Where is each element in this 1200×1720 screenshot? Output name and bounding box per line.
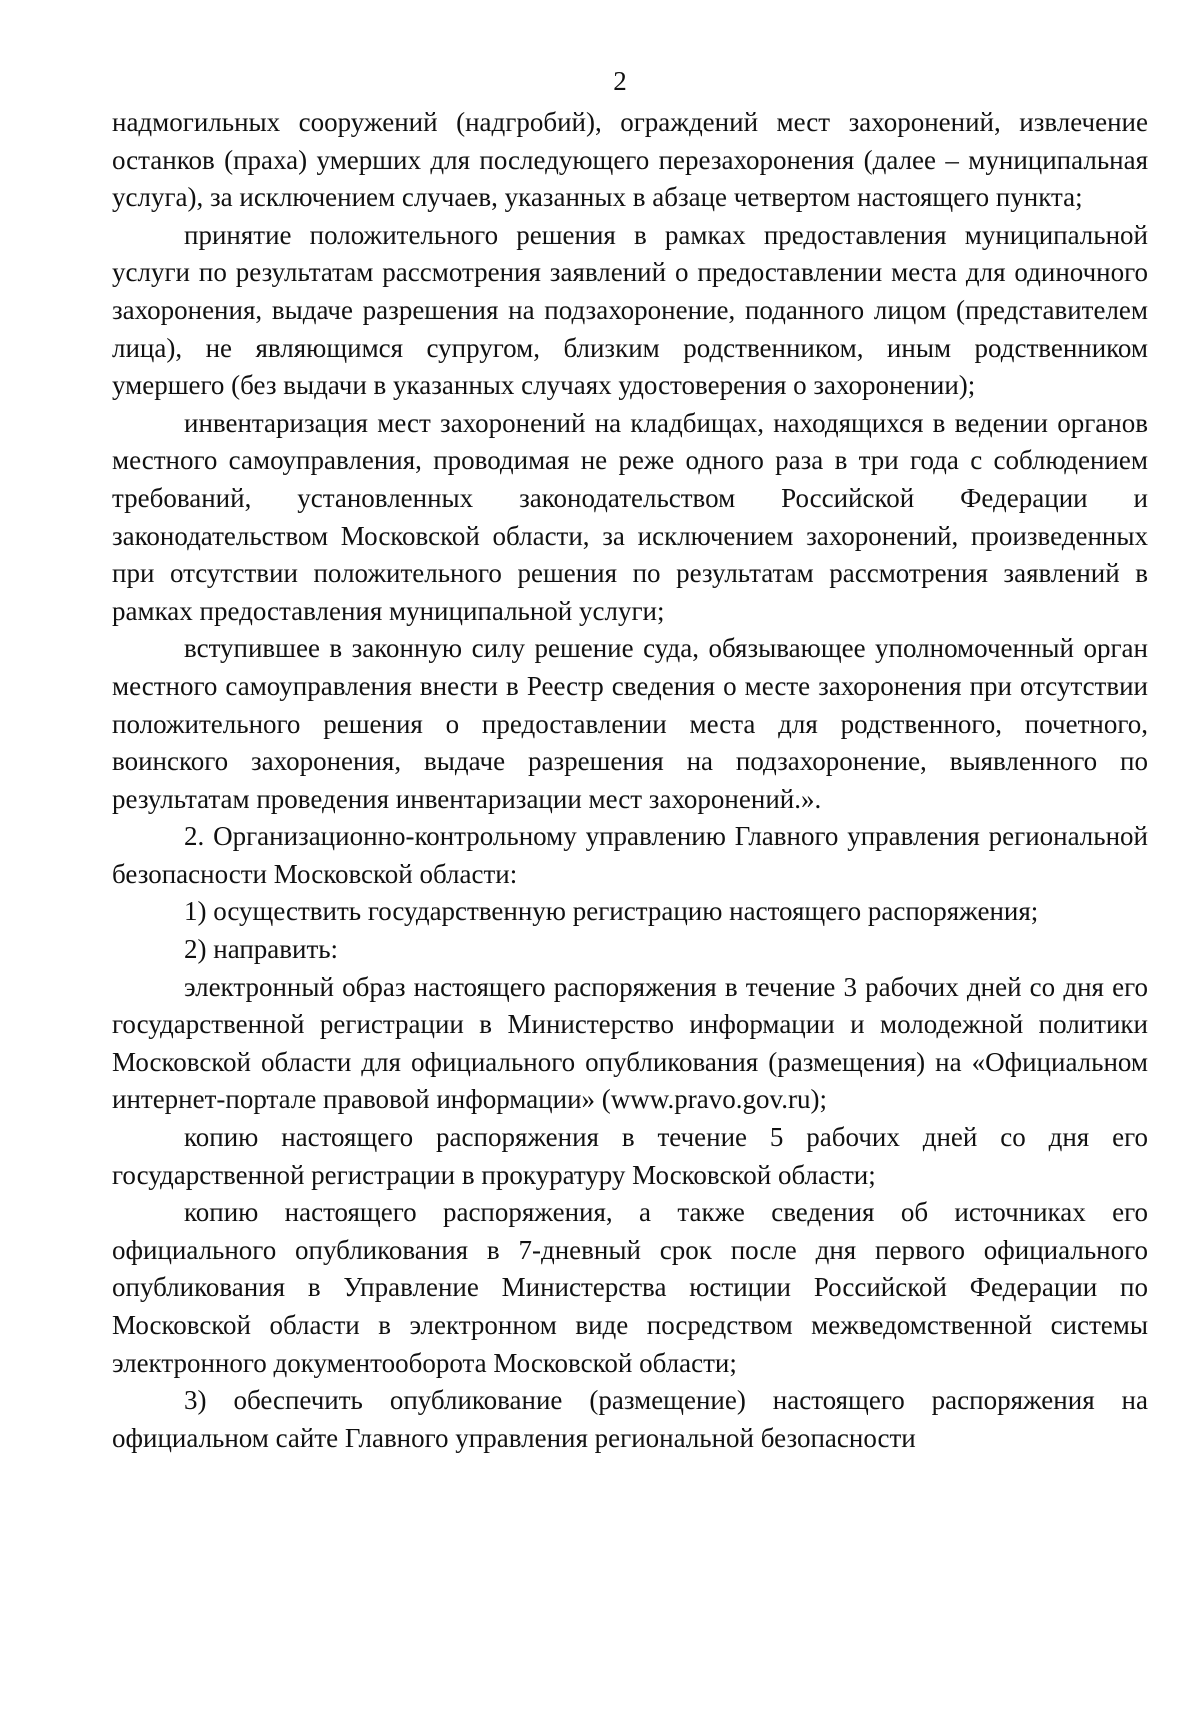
document-body xyxy=(112,104,1148,1457)
paragraph: надмогильных сооружений (надгробий), ограждений мест захоронений, извлечение останков (праха) умерших для последующего перезахоронения (далее – муниципальная услуга), за исключением случаев, указанных в абзаце четвертом настоящего пункта; xyxy=(112,107,1148,213)
paragraph: 1) осуществить государственную регистрацию настоящего распоряжения; xyxy=(184,896,1039,927)
paragraph: вступившее в законную силу решение суда, обязывающее уполномоченный орган местного самоуправления внести в Реестр сведения о месте захоронения при отсутствии положительного решения о предоставлении места для родственного, почетного, воинского захоронения, выдаче разрешения на подзахоронение, выявленного по результатам проведения инвентаризации мест захоронений.». xyxy=(112,633,1148,814)
paragraph: инвентаризация мест захоронений на кладбищах, находящихся в ведении органов местного самоуправления, проводимая не реже одного раза в три года с соблюдением требований, установленных законодательством Российской Федерации и законодательством Московской области, за исключением захоронений, произведенных при отсутствии положительного решения по результатам рассмотрения заявлений в рамках предоставления муниципальной услуги; xyxy=(112,407,1148,626)
paragraph: 2. Организационно-контрольному управлению Главного управления региональной безопасности Московской области: xyxy=(112,821,1148,889)
paragraph: копию настоящего распоряжения, а также сведения об источниках его официального опубликования в 7-дневный срок после дня первого официального опубликования в Управление Министерства юстиции Российской Федерации по Московской области в электронном виде посредством межведомственной системы электронного документооборота Московской области; xyxy=(112,1197,1148,1378)
paragraph: копию настоящего распоряжения в течение 5 рабочих дней со дня его государственной регистрации в прокуратуру Московской области; xyxy=(112,1122,1148,1190)
paragraph: принятие положительного решения в рамках предоставления муниципальной услуги по результатам рассмотрения заявлений о предоставлении места для одиночного захоронения, выдаче разрешения на подзахоронение, поданного лицом (представителем лица), не являющимся супругом, близким родственником, иным родственником умершего (без выдачи в указанных случаях удостоверения о захоронении); xyxy=(112,219,1148,401)
paragraph: электронный образ настоящего распоряжения в течение 3 рабочих дней со дня его государственной регистрации в Министерство информации и молодежной политики Московской области для официального опубликования (размещения) на «Официальном интернет-портале правовой информации» (www.pravo.gov.ru); xyxy=(112,971,1148,1115)
paragraph: 3) обеспечить опубликование (размещение) настоящего распоряжения на официальном сайте Главного управления региональной безопасности xyxy=(112,1385,1148,1453)
paragraph: 2) направить: xyxy=(184,934,339,965)
page-number: 2 xyxy=(613,66,627,96)
